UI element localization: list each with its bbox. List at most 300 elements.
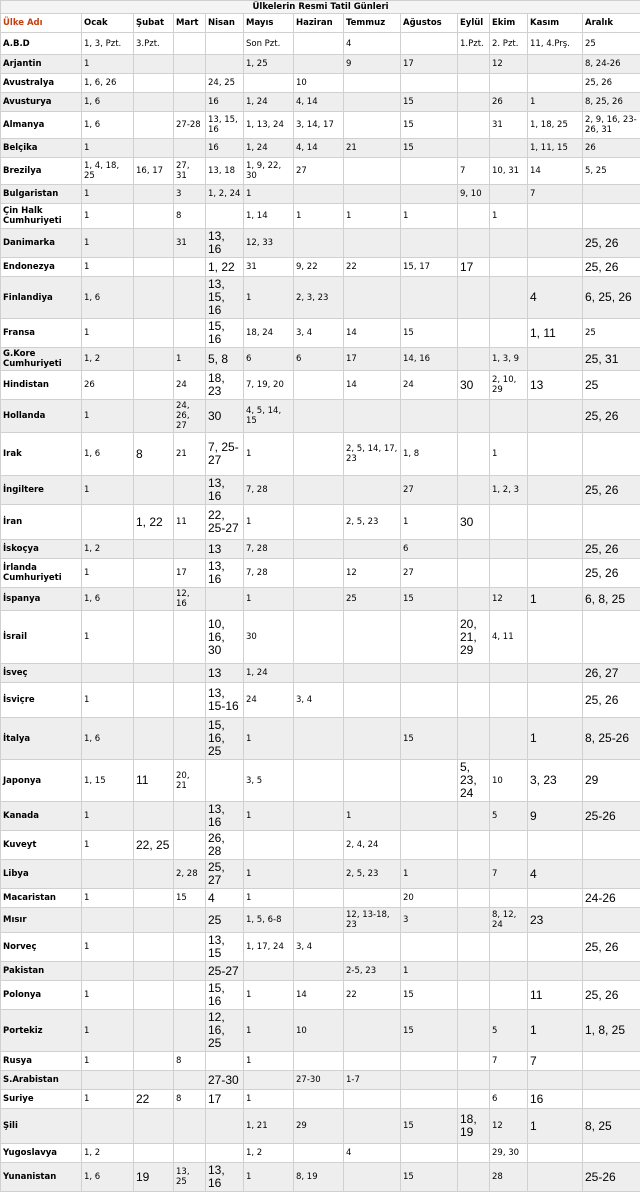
holiday-cell: [174, 158, 206, 185]
holiday-dates: 4, 11: [492, 632, 514, 642]
holiday-dates: 1: [530, 97, 535, 107]
table-row: [1, 540, 640, 559]
holiday-cell: [583, 860, 640, 889]
holiday-dates: 6: [246, 354, 251, 364]
holiday-cell: [82, 93, 134, 112]
holiday-cell: [206, 371, 244, 400]
holiday-dates: 14: [346, 380, 357, 390]
holiday-dates: 27, 31: [176, 161, 190, 181]
holiday-dates: 1, 11, 15: [530, 143, 568, 153]
holiday-dates: 18, 23: [208, 371, 225, 398]
holiday-dates: 1, 24: [246, 97, 268, 107]
holiday-cell: [583, 204, 640, 229]
holiday-cell: [401, 802, 458, 831]
holiday-cell: [206, 55, 244, 74]
holiday-dates: 1, 2: [84, 544, 100, 554]
holiday-cell: [244, 933, 294, 962]
holiday-dates: 1, 6: [84, 1172, 100, 1182]
table-row: [1, 1071, 640, 1090]
holiday-cell: [583, 683, 640, 718]
holiday-cell: [401, 158, 458, 185]
holiday-dates: 12, 16, 25: [208, 1010, 225, 1050]
holiday-dates: 23: [530, 913, 543, 927]
holiday-cell: [244, 319, 294, 348]
column-header-month: Ağustos: [401, 14, 458, 33]
holiday-dates: 29: [296, 1121, 307, 1131]
holiday-dates: 1: [84, 990, 89, 1000]
table-row: [1, 889, 640, 908]
holiday-cell: [174, 611, 206, 664]
holiday-cell: [458, 93, 490, 112]
column-header-month: Aralık: [583, 14, 640, 33]
holiday-cell: [206, 1010, 244, 1052]
holiday-cell: [134, 1090, 174, 1109]
holiday-dates: 1: [492, 211, 497, 221]
table-row: [1, 1010, 640, 1052]
holiday-dates: 7: [530, 189, 535, 199]
holiday-cell: [294, 933, 344, 962]
holiday-cell: [134, 802, 174, 831]
holiday-cell: [294, 760, 344, 802]
holiday-cell: [206, 760, 244, 802]
holiday-cell: [134, 158, 174, 185]
holiday-cell: [528, 718, 583, 760]
holiday-cell: [344, 1071, 401, 1090]
holiday-dates: 1: [246, 1094, 251, 1104]
holiday-dates: 1, 24: [246, 668, 268, 678]
holiday-dates: 27-30: [208, 1073, 239, 1087]
holiday-cell: [174, 204, 206, 229]
holiday-cell: [206, 74, 244, 93]
holiday-cell: [174, 683, 206, 718]
holiday-dates: 7, 28: [246, 485, 268, 495]
holiday-cell: [134, 229, 174, 258]
holiday-cell: [244, 760, 294, 802]
holiday-dates: 16: [208, 143, 219, 153]
holiday-cell: [294, 1010, 344, 1052]
holiday-dates: 6: [296, 354, 301, 364]
holiday-cell: [134, 540, 174, 559]
country-name: Şili: [1, 1109, 82, 1144]
holiday-cell: [528, 1144, 583, 1163]
holiday-dates: 1: [84, 1026, 89, 1036]
holiday-dates: 8: [136, 447, 143, 461]
holiday-cell: [294, 611, 344, 664]
holiday-dates: 12, 33: [246, 238, 273, 248]
holiday-cell: [206, 981, 244, 1010]
holiday-dates: 17: [403, 59, 414, 69]
holiday-dates: 15: [403, 1121, 414, 1131]
holiday-cell: [82, 1163, 134, 1192]
holiday-cell: [458, 1109, 490, 1144]
holiday-dates: 1, 11: [530, 326, 556, 340]
holiday-cell: [82, 1052, 134, 1071]
holiday-dates: 12: [492, 59, 503, 69]
header-row: [1, 14, 640, 33]
holiday-dates: 1, 8: [403, 449, 419, 459]
holiday-cell: [244, 400, 294, 433]
holiday-dates: 16: [530, 1092, 543, 1106]
holiday-cell: [490, 204, 528, 229]
holiday-cell: [244, 476, 294, 505]
holiday-dates: 1: [84, 893, 89, 903]
holiday-cell: [490, 185, 528, 204]
holiday-dates: 24, 26, 27: [176, 401, 190, 431]
holiday-dates: 18, 24: [246, 328, 273, 338]
holiday-dates: 1: [403, 869, 408, 879]
holiday-cell: [294, 540, 344, 559]
holiday-dates: 1, 24: [246, 143, 268, 153]
holiday-cell: [528, 74, 583, 93]
holiday-dates: 17: [460, 260, 473, 274]
holiday-cell: [490, 74, 528, 93]
holiday-cell: [82, 33, 134, 55]
holiday-dates: 4: [346, 39, 351, 49]
holiday-dates: 25: [346, 594, 357, 604]
holiday-cell: [294, 802, 344, 831]
holiday-cell: [344, 540, 401, 559]
holiday-cell: [458, 229, 490, 258]
holiday-cell: [244, 559, 294, 588]
holiday-dates: 29, 30: [492, 1148, 519, 1158]
country-name: İsveç: [1, 664, 82, 683]
holiday-dates: 3: [403, 915, 408, 925]
holiday-cell: [583, 611, 640, 664]
holiday-cell: [490, 889, 528, 908]
holiday-cell: [294, 185, 344, 204]
holiday-cell: [244, 1090, 294, 1109]
holiday-cell: [344, 559, 401, 588]
holiday-cell: [134, 588, 174, 611]
holiday-dates: 1: [403, 517, 408, 527]
holiday-dates: 16: [208, 97, 219, 107]
holiday-cell: [344, 74, 401, 93]
table-row: [1, 505, 640, 540]
holiday-cell: [528, 433, 583, 476]
country-name: Rusya: [1, 1052, 82, 1071]
holiday-dates: 14, 16: [403, 354, 430, 364]
country-name: Irak: [1, 433, 82, 476]
holiday-cell: [134, 1109, 174, 1144]
holiday-dates: 1: [84, 59, 89, 69]
holiday-cell: [134, 204, 174, 229]
holiday-cell: [244, 1010, 294, 1052]
holiday-dates: 1: [246, 189, 251, 199]
holiday-cell: [134, 74, 174, 93]
holiday-cell: [490, 139, 528, 158]
holiday-cell: [490, 1144, 528, 1163]
holiday-cell: [206, 319, 244, 348]
holiday-cell: [294, 683, 344, 718]
holiday-cell: [82, 400, 134, 433]
holiday-cell: [583, 112, 640, 139]
holiday-cell: [344, 1010, 401, 1052]
holiday-cell: [401, 1052, 458, 1071]
holiday-dates: 2, 5, 14, 17, 23: [346, 444, 397, 464]
holiday-cell: [82, 933, 134, 962]
holiday-dates: 6: [492, 1094, 497, 1104]
holiday-cell: [583, 802, 640, 831]
table-row: [1, 371, 640, 400]
holiday-dates: 25, 26: [585, 483, 618, 497]
holiday-dates: 8, 25, 26: [585, 97, 623, 107]
table-row: [1, 433, 640, 476]
holiday-cell: [528, 611, 583, 664]
holiday-cell: [82, 540, 134, 559]
holiday-dates: 5, 23, 24: [460, 760, 477, 800]
holiday-dates: 3, 4: [296, 328, 312, 338]
holiday-dates: 4: [208, 891, 215, 905]
holiday-cell: [458, 139, 490, 158]
holiday-cell: [583, 588, 640, 611]
holiday-dates: 25: [585, 378, 598, 392]
table-row: [1, 348, 640, 371]
holiday-cell: [490, 348, 528, 371]
holiday-dates: 20, 21, 29: [460, 617, 477, 657]
country-name: G.Kore Cumhuriyeti: [1, 348, 82, 371]
holiday-cell: [401, 185, 458, 204]
holiday-cell: [174, 139, 206, 158]
holiday-dates: 1: [84, 485, 89, 495]
holiday-cell: [244, 1144, 294, 1163]
holiday-dates: 21: [346, 143, 357, 153]
holiday-cell: [344, 933, 401, 962]
holiday-cell: [244, 348, 294, 371]
holiday-cell: [82, 760, 134, 802]
holiday-dates: 24: [176, 380, 187, 390]
holiday-cell: [583, 1144, 640, 1163]
holiday-cell: [82, 664, 134, 683]
holiday-cell: [134, 433, 174, 476]
holiday-cell: [583, 1071, 640, 1090]
holiday-cell: [174, 185, 206, 204]
holiday-cell: [206, 1163, 244, 1192]
holiday-cell: [294, 664, 344, 683]
holiday-dates: 13, 15, 16: [208, 115, 238, 135]
holiday-dates: 9, 10: [460, 189, 482, 199]
holiday-cell: [294, 559, 344, 588]
holiday-cell: [401, 371, 458, 400]
table-row: [1, 908, 640, 933]
table-row: [1, 476, 640, 505]
holiday-cell: [206, 139, 244, 158]
holiday-cell: [458, 588, 490, 611]
holiday-cell: [174, 258, 206, 277]
holiday-cell: [82, 611, 134, 664]
holiday-cell: [134, 1144, 174, 1163]
holiday-dates: 1-7: [346, 1075, 360, 1085]
holiday-cell: [294, 1071, 344, 1090]
holiday-cell: [294, 908, 344, 933]
holiday-cell: [294, 962, 344, 981]
holiday-cell: [174, 505, 206, 540]
holiday-cell: [82, 683, 134, 718]
holiday-cell: [82, 831, 134, 860]
holiday-dates: 13, 16: [208, 229, 225, 256]
holiday-dates: 31: [492, 120, 503, 130]
holiday-cell: [583, 718, 640, 760]
holiday-dates: 4: [346, 1148, 351, 1158]
table-row: [1, 185, 640, 204]
holiday-dates: 9, 22: [296, 262, 318, 272]
holiday-cell: [490, 683, 528, 718]
holiday-cell: [344, 802, 401, 831]
holiday-dates: 25, 26: [585, 988, 618, 1002]
holiday-dates: 6, 8, 25: [585, 592, 625, 606]
table-row: [1, 74, 640, 93]
holiday-cell: [206, 112, 244, 139]
holiday-dates: 20, 21: [176, 771, 190, 791]
holiday-dates: 3.Pzt.: [136, 39, 160, 49]
table-row: [1, 158, 640, 185]
holiday-cell: [490, 112, 528, 139]
holiday-cell: [528, 476, 583, 505]
holiday-cell: [583, 1052, 640, 1071]
holiday-cell: [82, 112, 134, 139]
holiday-dates: 12, 13-18, 23: [346, 910, 390, 930]
holiday-dates: 2, 5, 23: [346, 517, 378, 527]
holiday-cell: [458, 540, 490, 559]
holiday-dates: 13, 16: [208, 559, 225, 586]
holiday-dates: 1, 13, 24: [246, 120, 284, 130]
holiday-dates: 22, 25: [136, 838, 169, 852]
holiday-cell: [528, 158, 583, 185]
holiday-dates: 14: [296, 990, 307, 1000]
holiday-cell: [134, 718, 174, 760]
country-name: Brezilya: [1, 158, 82, 185]
table-row: [1, 139, 640, 158]
holiday-cell: [174, 908, 206, 933]
country-name: Portekiz: [1, 1010, 82, 1052]
holiday-dates: 25, 26: [585, 693, 618, 707]
holiday-cell: [244, 185, 294, 204]
country-name: Arjantin: [1, 55, 82, 74]
holiday-cell: [134, 611, 174, 664]
holiday-cell: [344, 664, 401, 683]
table-row: [1, 588, 640, 611]
holiday-cell: [344, 760, 401, 802]
holiday-dates: 1: [84, 328, 89, 338]
holiday-dates: 25-26: [585, 1170, 616, 1184]
holiday-cell: [174, 860, 206, 889]
table-row: [1, 112, 640, 139]
holiday-cell: [82, 908, 134, 933]
holiday-cell: [206, 1090, 244, 1109]
holiday-dates: 13, 16: [208, 802, 225, 829]
country-name: Belçika: [1, 139, 82, 158]
holiday-dates: 1: [84, 695, 89, 705]
holiday-cell: [206, 505, 244, 540]
holiday-cell: [174, 1109, 206, 1144]
holiday-dates: 1: [84, 811, 89, 821]
holiday-cell: [134, 1071, 174, 1090]
holiday-dates: 15: [176, 893, 187, 903]
holiday-cell: [174, 933, 206, 962]
holiday-cell: [458, 505, 490, 540]
holiday-cell: [528, 1052, 583, 1071]
holiday-dates: 1, 6: [84, 293, 100, 303]
country-name: İngiltere: [1, 476, 82, 505]
holiday-dates: 15, 17: [403, 262, 430, 272]
holiday-cell: [174, 588, 206, 611]
holiday-dates: 25, 26: [585, 566, 618, 580]
holiday-cell: [490, 229, 528, 258]
holiday-cell: [82, 981, 134, 1010]
holiday-dates: 16, 17: [136, 166, 163, 176]
holiday-cell: [490, 908, 528, 933]
holiday-cell: [134, 258, 174, 277]
holiday-cell: [174, 1010, 206, 1052]
holiday-cell: [82, 319, 134, 348]
holiday-cell: [458, 74, 490, 93]
holiday-dates: 1, 5, 6-8: [246, 915, 282, 925]
holiday-cell: [206, 1071, 244, 1090]
holiday-dates: 12: [492, 1121, 503, 1131]
holiday-dates: 7, 25-27: [208, 440, 239, 467]
holiday-cell: [294, 204, 344, 229]
holiday-dates: 20: [403, 893, 414, 903]
holiday-dates: 22, 25-27: [208, 508, 239, 535]
holiday-cell: [401, 933, 458, 962]
holiday-cell: [528, 908, 583, 933]
holiday-cell: [528, 540, 583, 559]
holiday-cell: [583, 277, 640, 319]
holiday-cell: [244, 229, 294, 258]
holiday-cell: [206, 1144, 244, 1163]
holiday-cell: [134, 112, 174, 139]
holiday-cell: [174, 277, 206, 319]
holiday-cell: [344, 433, 401, 476]
holiday-cell: [583, 348, 640, 371]
holiday-cell: [344, 204, 401, 229]
holiday-cell: [82, 348, 134, 371]
country-name: Endonezya: [1, 258, 82, 277]
country-name: Kuveyt: [1, 831, 82, 860]
holiday-dates: 12: [492, 594, 503, 604]
table-row: [1, 802, 640, 831]
country-name: Yunanistan: [1, 1163, 82, 1192]
holiday-dates: 27: [403, 568, 414, 578]
country-name: Hollanda: [1, 400, 82, 433]
holiday-cell: [458, 277, 490, 319]
holiday-cell: [82, 718, 134, 760]
holiday-cell: [583, 229, 640, 258]
holiday-cell: [583, 933, 640, 962]
holiday-cell: [206, 860, 244, 889]
holiday-cell: [294, 112, 344, 139]
holiday-dates: 15: [403, 97, 414, 107]
holiday-cell: [528, 683, 583, 718]
holiday-cell: [528, 319, 583, 348]
holiday-cell: [82, 185, 134, 204]
country-name: Kanada: [1, 802, 82, 831]
holiday-cell: [528, 229, 583, 258]
holiday-dates: 1.Pzt.: [460, 39, 484, 49]
table-row: [1, 831, 640, 860]
holiday-cell: [82, 588, 134, 611]
holiday-cell: [244, 93, 294, 112]
holiday-dates: 13: [530, 378, 543, 392]
holiday-cell: [206, 933, 244, 962]
holiday-cell: [458, 718, 490, 760]
holiday-dates: 25-27: [208, 964, 239, 978]
holiday-cell: [294, 158, 344, 185]
holiday-dates: 1: [84, 942, 89, 952]
holiday-cell: [206, 962, 244, 981]
holiday-cell: [244, 33, 294, 55]
holiday-cell: [583, 760, 640, 802]
holiday-cell: [174, 348, 206, 371]
